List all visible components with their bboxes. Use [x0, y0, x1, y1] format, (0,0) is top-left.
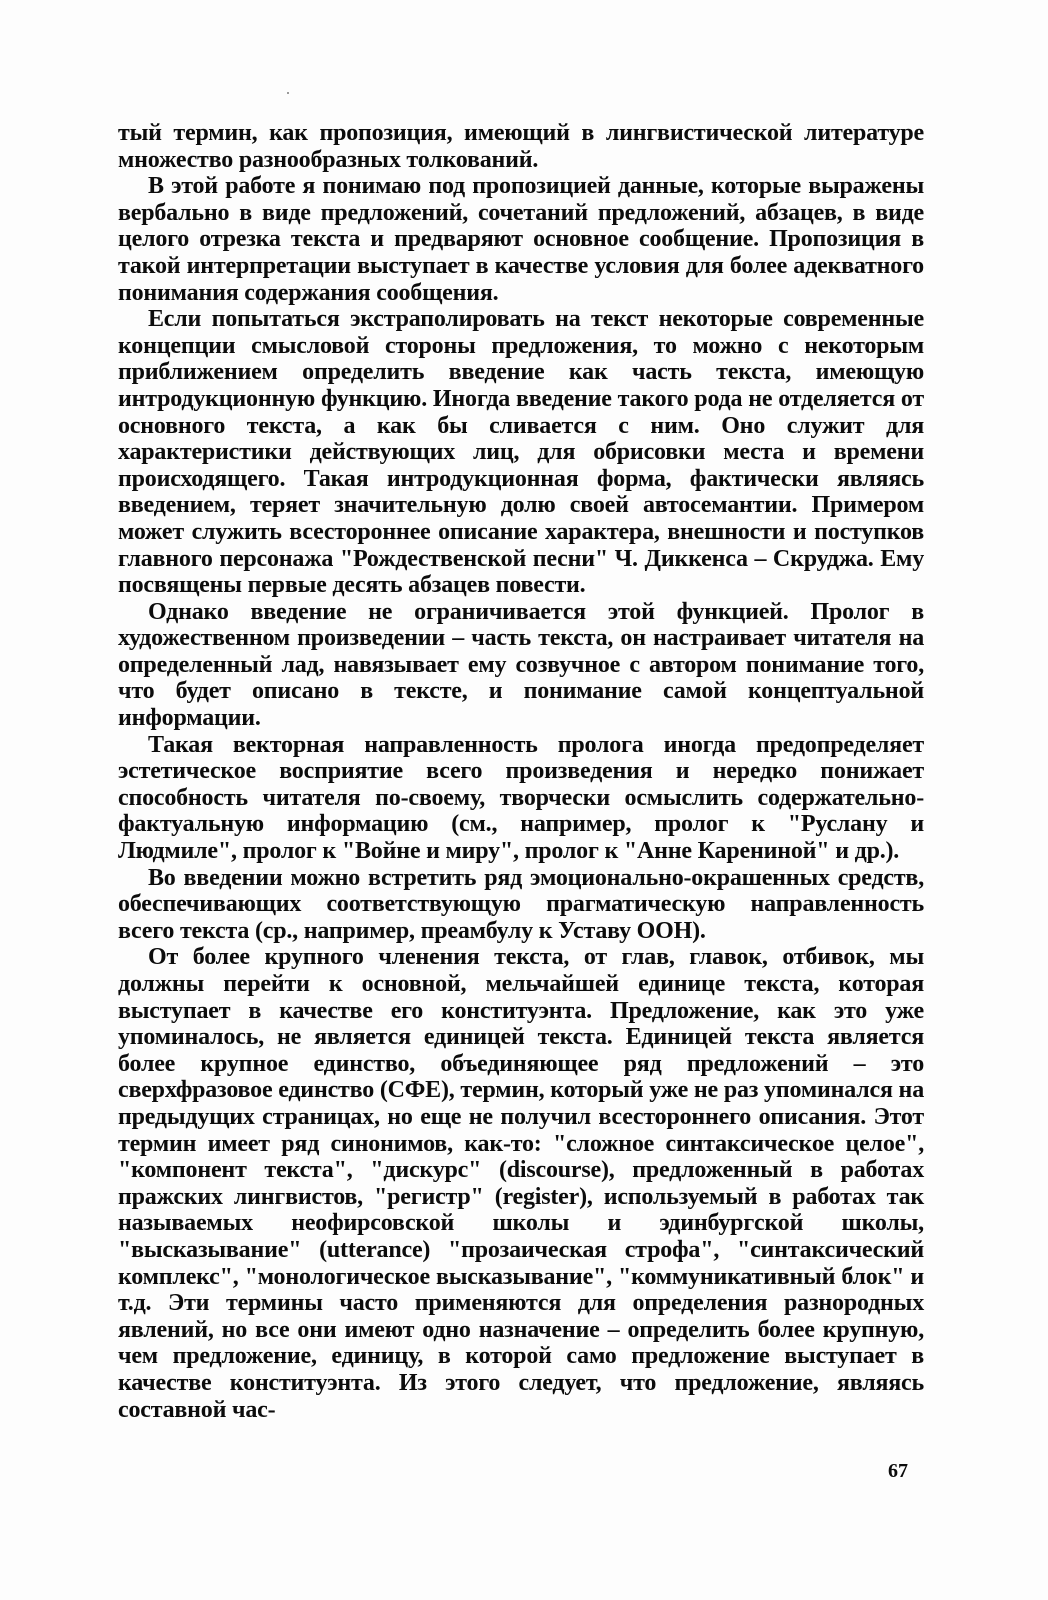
- paragraph: В этой работе я понимаю под пропозицией данные, которые выражены вербально в виде предложений, сочетаний предложений, абзацев, в виде целого отрезка текста и предваряют основное сообщение. Пропозиция в такой интерпретации выступает в качестве условия для более адекватного понимания содержания сообщения.: [118, 173, 924, 306]
- page-number: 67: [888, 1460, 908, 1482]
- paragraph: тый термин, как пропозиция, имеющий в лингвистической литературе множество разнообразных толкований.: [118, 120, 924, 173]
- paragraph: Если попытаться экстраполировать на текст некоторые современные концепции смысловой стороны предложения, то можно с некоторым приближением определить введение как часть текста, имеющую интродукционную функцию. Иногда введение такого рода не отделяется от основного текста, а как бы сливается с ним. Оно служит для характеристики действующих лиц, для обрисовки места и времени происходящего. Такая интродукционная форма, фактически являясь введением, теряет значительную долю своей автосемантии. Примером может служить всестороннее описание характера, внешности и поступков главного персонажа "Рождественской песни" Ч. Диккенса – Скруджа. Ему посвящены первые десять абзацев повести.: [118, 306, 924, 599]
- body-text: [118, 120, 924, 1423]
- paragraph: Однако введение не ограничивается этой функцией. Пролог в художественном произведении – часть текста, он настраивает читателя на определенный лад, навязывает ему созвучное с автором понимание того, что будет описано в тексте, и понимание самой концептуальной информации.: [118, 598, 924, 732]
- paragraph: От более крупного членения текста, от глав, главок, отбивок, мы должны перейти к основной, мельчайшей единице текста, которая выступает в качестве его конституэнта. Предложение, как это уже упоминалось, не является единицей текста. Единицей текста является более крупное единство, объединяющее ряд предложений – это сверхфразовое единство (СФЕ), термин, который уже не раз упоминался на предыдущих страницах, но еще не получил всестороннего описания. Этот термин имеет ряд синонимов, как-то: "сложное синтаксическое целое", "компонент текста", "дискурс" (discourse), предложенный в работах пражских лингвистов, "регистр" (register), используемый в работах так называемых неофирсовской школы и эдинбургской школы, "высказывание" (utterance) "прозаическая строфа", "синтаксический комплекс", "монологическое высказывание", "коммуникативный блок" и т.д. Эти термины часто применяются для определения разнородных явлений, но все они имеют одно назначение – определить более крупную, чем предложение, единицу, в которой само предложение выступает в качестве конституэнта. Из этого следует, что предложение, являясь составной час-: [118, 944, 924, 1423]
- paragraph: Такая векторная направленность пролога иногда предопределяет эстетическое восприятие всего произведения и нередко понижает способность читателя по-своему, творчески осмыслить содержательно-фактуальную информацию (см., например, пролог к "Руслану и Людмиле", пролог к "Войне и миру", пролог к "Анне Карениной" и др.).: [118, 731, 924, 865]
- paragraph: Во введении можно встретить ряд эмоционально-окрашенных средств, обеспечивающих соответствующую прагматическую направленность всего текста (ср., например, преамбулу к Уставу ООН).: [118, 864, 924, 944]
- scan-speck: [287, 92, 289, 94]
